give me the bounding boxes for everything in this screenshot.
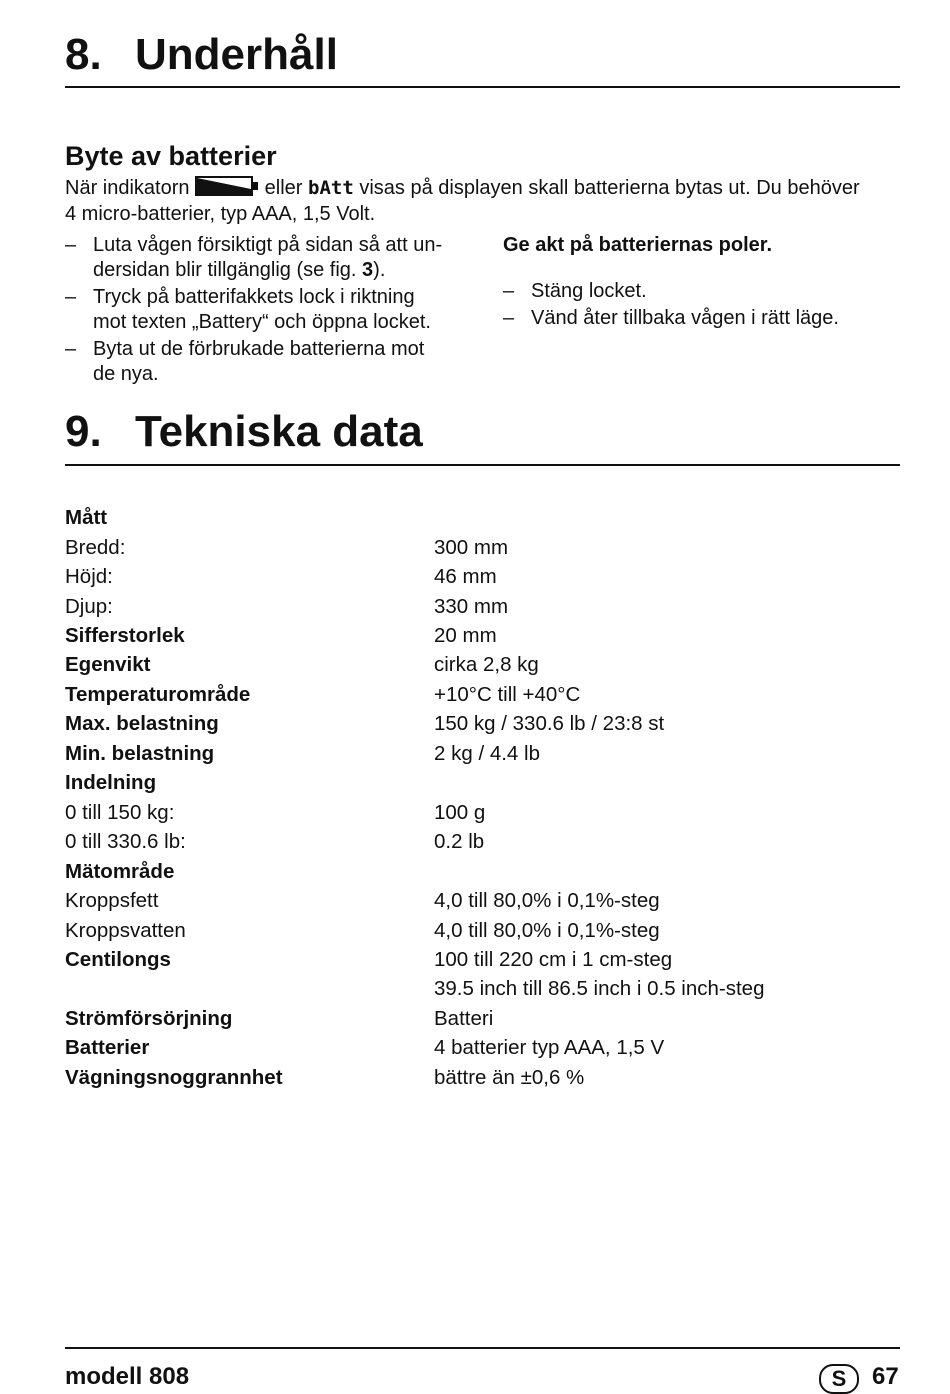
list-item: – Stäng locket. [503,280,647,302]
battery-steps-left [65,233,462,389]
spec-row: Mått [65,506,108,529]
intro-part2: eller [264,177,303,199]
battery-heading: Byte av batterier [65,141,277,171]
spec-row: Min. belastning 2 kg / 4.4 lb [65,742,540,765]
spec-row: Sifferstorlek 20 mm [65,624,497,647]
spec-row: Strömförsörjning Batteri [65,1007,494,1030]
footer-rule [65,1347,900,1349]
battery-low-icon [195,176,259,203]
spec-row: Kroppsfett 4,0 till 80,0% i 0,1%-steg [65,889,660,912]
spec-row: Bredd: 300 mm [65,536,509,559]
intro-part1: När indikatorn [65,177,190,199]
battery-intro-line2: 4 micro-batterier, typ AAA, 1,5 Volt. [65,203,376,225]
section-8-heading [65,30,338,79]
batt-lcd-text: bAtt [308,177,354,199]
spec-row: 39.5 inch till 86.5 inch i 0.5 inch-steg [434,977,765,1000]
spec-row: Egenvikt cirka 2,8 kg [65,653,539,676]
spec-row: Batterier 4 batterier typ AAA, 1,5 V [65,1036,665,1059]
spec-row: Max. belastning 150 kg / 330.6 lb / 23:8 st [65,712,665,735]
list-item: – Vänd åter tillbaka vågen i rätt läge. [503,307,839,329]
list-item: – Tryck på batterifakkets lock i riktning mot texten „Battery“ och öppna locket. [65,286,431,333]
spec-row: 0 till 150 kg: 100 g [65,801,486,824]
spec-row: Centilongs 100 till 220 cm i 1 cm-steg [65,948,673,971]
section-8-title: Underhåll [135,30,338,79]
page-number: 67 [872,1363,899,1390]
list-item: – Byta ut de förbrukade batterierna mot de nya. [65,338,425,385]
spec-row: Kroppsvatten 4,0 till 80,0% i 0,1%-steg [65,919,660,942]
section-8-number: 8. [65,30,102,79]
list-item: – Luta vågen försiktigt på sidan så att un- dersidan blir tillgänglig (se fig. 3). [65,234,443,281]
section-9-title: Tekniska data [135,407,423,456]
spec-row: 0 till 330.6 lb: 0.2 lb [65,830,485,853]
intro-part3: visas på displayen skall batterierna bytas ut. Du behöver [359,177,860,199]
section-8-rule [65,86,900,88]
spec-row: Indelning [65,771,157,794]
spec-row: Höjd: 46 mm [65,565,497,588]
language-badge: S [819,1364,859,1394]
section-9-heading [65,407,423,456]
model-label: modell 808 [65,1363,190,1390]
battery-intro-line1 [65,175,860,203]
section-9-rule [65,464,900,466]
battery-steps-right [503,279,903,333]
spec-row: Vägningsnoggrannhet bättre än ±0,6 % [65,1066,585,1089]
spec-row: Mätområde [65,860,175,883]
spec-row: Temperaturområde +10°C till +40°C [65,683,581,706]
spec-row: Djup: 330 mm [65,595,509,618]
section-9-number: 9. [65,407,102,456]
polarity-warning: Ge akt på batteriernas poler. [503,234,772,256]
